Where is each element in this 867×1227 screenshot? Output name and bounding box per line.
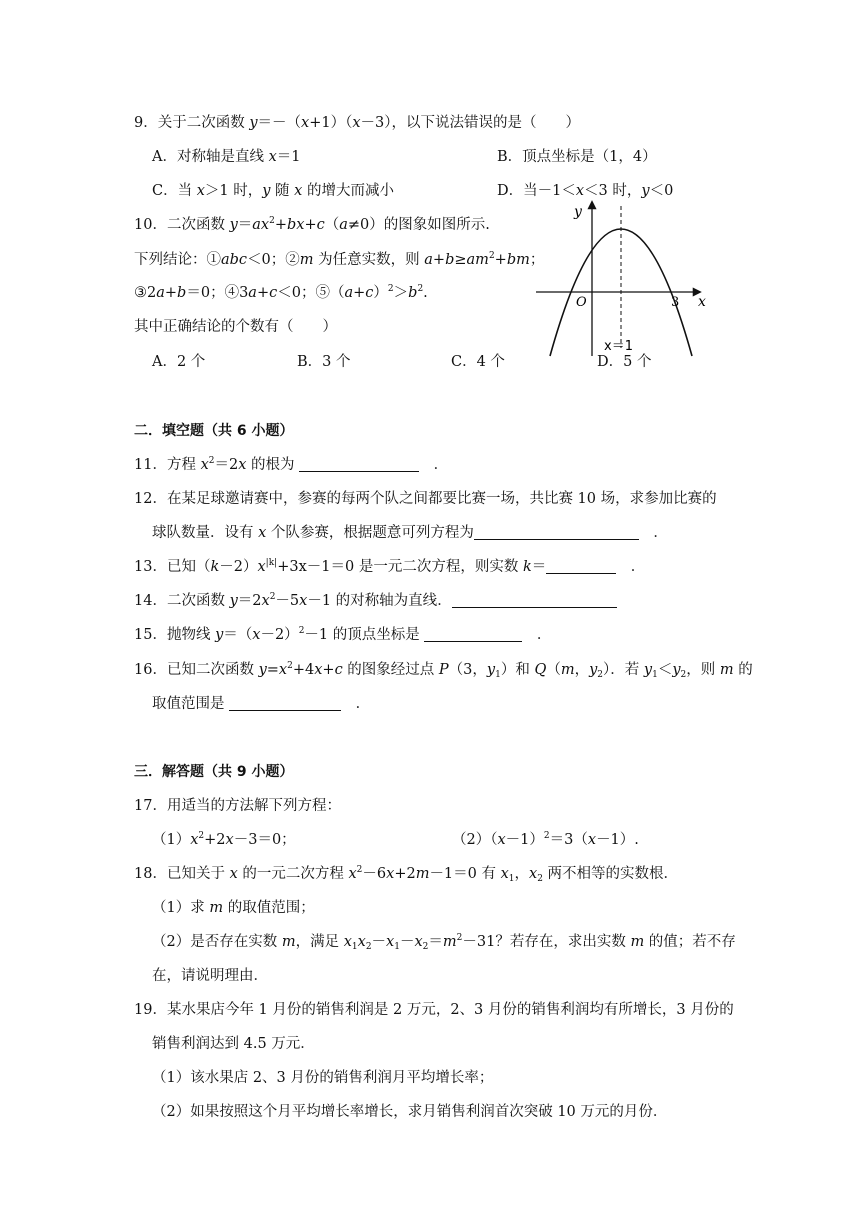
q14: 14．二次函数 $y=2x^2-5x-1$ 的对称轴为直线． bbox=[134, 591, 631, 611]
q19-part-2: （2）如果按照这个月平均增长率增长，求月销售利润首次突破 10 万元的月份． bbox=[152, 1104, 668, 1120]
q9-option-d: D．当－1＜x＜3 时，y＜0 bbox=[497, 183, 674, 199]
q17-stem: 17．用适当的方法解下列方程： bbox=[134, 798, 341, 814]
q12-line-1: 12．在某足球邀请赛中，参赛的每两个队之间都要比赛一场，共比赛 10 场，求参加比赛的 bbox=[134, 491, 717, 507]
q18-part-2-cont: 在，请说明理由． bbox=[152, 968, 268, 984]
answer-blank[interactable] bbox=[452, 593, 617, 608]
q10-prompt: 其中正确结论的个数有（ ） bbox=[134, 319, 337, 335]
q10-conclusions-1: 下列结论：①abc＜0；②m 为任意实数，则 $a+b\ge am^2+bm$； bbox=[134, 251, 545, 268]
q10-option-d: D．5 个 bbox=[597, 354, 652, 370]
q9-option-b: B．顶点坐标是（1，4） bbox=[497, 149, 657, 165]
q10-option-a: A．2 个 bbox=[152, 354, 206, 370]
section-2-heading: 二．填空题（共 6 小题） bbox=[134, 423, 294, 439]
q10-stem: 10．二次函数 $y=ax^2+bx+c(a\ne 0)$的图象如图所示. bbox=[134, 216, 490, 233]
x-axis-label: x bbox=[698, 294, 706, 310]
q19-line-2: 销售利润达到 4.5 万元． bbox=[152, 1036, 315, 1052]
q17-part-2: $(2)(x-1)^2=3(x-1)$. bbox=[452, 831, 639, 848]
q16-line-1: 16．已知二次函数 $y=x^2+4x+c$ 的图象经过点 P（3，$y_1$）和 Q（m，$y_2$）．若 $y_1<y_2$，则 m 的 bbox=[134, 661, 753, 680]
q19-part-1: （1）该水果店 2、3 月份的销售利润月平均增长率； bbox=[152, 1070, 494, 1086]
q15: 15．抛物线 $y=(x-2)^2-1$ 的顶点坐标是 ． bbox=[134, 626, 552, 643]
tick-3-label: 3 bbox=[671, 295, 680, 310]
q9-option-a: A．对称轴是直线 x＝1 bbox=[152, 149, 301, 165]
q10-option-b: B．3 个 bbox=[297, 354, 351, 370]
answer-blank[interactable] bbox=[546, 559, 616, 574]
answer-blank[interactable] bbox=[474, 525, 639, 540]
q18-part-1: （1）求 m 的取值范围； bbox=[152, 900, 315, 916]
answer-blank[interactable] bbox=[299, 457, 419, 472]
q18-part-2: （2）是否存在实数 m，满足 $x_1x_2-x_1-x_2=m^2-31$？若存在，求出实数 m 的值；若不存 bbox=[152, 933, 736, 952]
section-3-heading: 三．解答题（共 9 小题） bbox=[134, 764, 294, 780]
q12-line-2: 球队数量．设有 x 个队参赛，根据题意可列方程为 ． bbox=[152, 525, 668, 541]
y-axis-label: y bbox=[574, 204, 582, 220]
q16-line-2: 取值范围是 ． bbox=[152, 696, 371, 712]
q10-conclusions-2: ③2a+b＝0；④3a+c＜0；$⑤(a+c)^2>b^2$. bbox=[134, 284, 428, 301]
q19-line-1: 19．某水果店今年 1 月份的销售利润是 2 万元，2、3 月份的销售利润均有所增长，3 月份的 bbox=[134, 1002, 734, 1018]
q10-option-c: C．4 个 bbox=[451, 354, 505, 370]
q13: 13．已知$(k-2)x^{|k|}+3x-1=0$ 是一元二次方程，则实数 k＝ ． bbox=[134, 558, 646, 575]
symmetry-label: x＝1 bbox=[604, 339, 633, 354]
q17-part-1: $(1)x^2+2x-3=0$； bbox=[152, 831, 296, 848]
q9-option-c: C．当 x＞1 时，y 随 x 的增大而减小 bbox=[152, 183, 394, 199]
q9-stem: 9．关于二次函数 y＝－（x+1）（x－3），以下说法错误的是（ ） bbox=[134, 115, 581, 131]
parabola-graph bbox=[532, 196, 712, 366]
answer-blank[interactable] bbox=[424, 627, 522, 642]
origin-label: O bbox=[576, 295, 587, 310]
q18-stem: 18．已知关于 x 的一元二次方程 $x^2-6x+2m-1=0$ 有 $x_1$，$x_2$ 两不相等的实数根． bbox=[134, 865, 679, 884]
answer-blank[interactable] bbox=[229, 696, 341, 711]
q11: 11．方程 $x^2=2x$ 的根为 ． bbox=[134, 456, 449, 473]
